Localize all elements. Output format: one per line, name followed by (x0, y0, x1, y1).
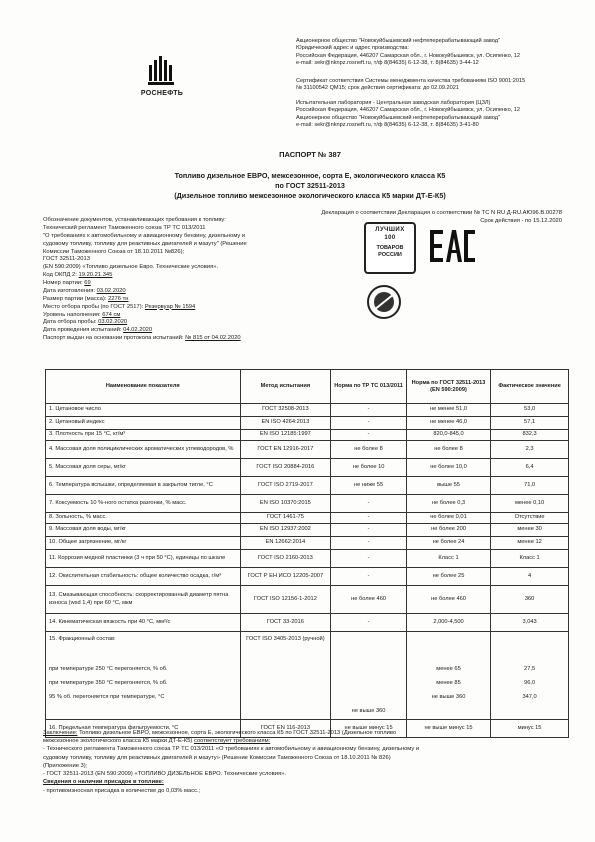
stamp-mid-text: 100 (384, 234, 396, 241)
conclusion-line: (Приложение 3); (43, 762, 88, 769)
norm-gost-cell: не менее 46,0 (406, 417, 490, 430)
cfpp-method-cell: ГОСТ EN 116-2013 (240, 720, 331, 738)
table-row (46, 568, 569, 586)
batch-size (43, 296, 303, 304)
norm-gost-cell: 820,0-845,0 (406, 430, 490, 441)
conclusion-label: Заключение: (43, 730, 78, 736)
column-header: Наименование показателя (46, 370, 241, 404)
declaration-number: Декларация о соответствии Декларация о соответствии № ТС N RU Д-RU.АЮ96.В.00278 (321, 210, 562, 216)
frac-value-cell (491, 632, 569, 720)
method-cell: EN ISO 10370:2015 (240, 495, 331, 513)
frac-actual-value: 27,5 (524, 666, 536, 672)
lab-block (296, 100, 566, 130)
test-label: Дата проведения испытаний: (43, 327, 122, 334)
norm-tr-cell: - (331, 404, 407, 417)
level-value: 674 см (102, 311, 121, 318)
declaration-validity: Срок действия - по 15.12.2020 (480, 218, 562, 225)
title-line-3: (Дизельное топливо межсезонное экологического класса К5 марки ДТ-Е-К5) (174, 190, 446, 200)
norm-gost-cell: Класс 1 (406, 550, 490, 568)
frac-actual-value: 96,0 (524, 680, 536, 686)
conclusion-line: - Технического регламента Таможенного союза ТР ТС 013/2011 «О требованиях к автомобильному и авиационному бензину, дизельному и (43, 746, 420, 753)
stamp-top-text: ЛУЧШИХ (375, 227, 405, 233)
conclusion-line: судовому топливу, топливу для реактивных двигателей и мазуту» (Решение Комиссии Таможенного Союза от 18.10.2011 № 826) (43, 754, 391, 761)
table-row (46, 404, 569, 417)
method-cell: EN 12662:2014 (240, 537, 331, 550)
product-info (43, 217, 303, 343)
parameter-name-cell: 7. Коксуемость 10 %-ного остатка разгонки, % масс. (46, 495, 241, 513)
parameter-name-cell: 6. Температура вспышки, определяемая в закрытом тигле, °С (46, 477, 241, 495)
norm-tr-cell: - (331, 550, 407, 568)
company-contacts: e-mail: sekr@nknpz.rosneft.ru, т/ф 8(84635) 6-12-38, т. 8(84635) 3-44-12 (296, 60, 479, 67)
actual-value-cell: Класс 1 (491, 550, 569, 568)
cfpp-value-cell: минус 15 (491, 720, 569, 738)
method-cell: ГОСТ Р ЕН ИСО 12205-2007 (240, 568, 331, 586)
conclusion-line (43, 737, 563, 745)
frac-gost-cell (406, 632, 490, 720)
issued-basis (43, 335, 303, 343)
parameter-name-cell: 2. Цетановый индекс (46, 417, 241, 430)
manufacture-date (43, 288, 303, 296)
norm-gost-cell: не менее 51,0 (406, 404, 490, 417)
quality-seal-icon (366, 282, 402, 322)
title-line-1: Топливо дизельное ЕВРО, межсезонное, сорта Е, экологического класса К5 (174, 171, 446, 181)
issued-label: Паспорт выдан на основании протокола испытаний: (43, 335, 184, 342)
actual-value-cell: 57,1 (491, 417, 569, 430)
info-line: Технический регламент Таможенного союза ТР ТС 013/2011 (43, 224, 206, 231)
table-row (46, 550, 569, 568)
test-date (43, 327, 303, 335)
fill-level (43, 312, 303, 320)
norm-tr-cell: - (331, 568, 407, 586)
company-logo (132, 55, 192, 99)
norm-gost-cell: не более 460 (406, 586, 490, 614)
column-header: Норма по ГОСТ 32511-2013 (EN 590:2009) (406, 370, 490, 404)
additives-line: - противоизносная присадка в количестве до 0,03% масс.; (43, 787, 201, 794)
table-row (46, 513, 569, 524)
method-cell: ГОСТ 32508-2013 (240, 404, 331, 417)
frac-gost-value: менее 85 (436, 680, 461, 686)
okpd-value: 19.20.21.345 (78, 272, 113, 279)
column-header: Норма по ТР ТС 013/2011 (331, 370, 407, 404)
method-cell: ГОСТ ISO 20884-2016 (240, 459, 331, 477)
lab-line-1: Испытательная лаборатория - Центральная заводская лаборатория (ЦЗЛ) (296, 100, 491, 106)
conclusion-block (43, 729, 563, 795)
document-title (100, 150, 520, 201)
conclusion-text: Топливо дизельное ЕВРО, межсезонное, сорта Е, экологического класса К5 по ГОСТ 32511-2013 (Дизельное топливо (79, 730, 397, 736)
method-cell: ГОСТ ISO 2719-2017 (240, 477, 331, 495)
norm-tr-cell: - (331, 513, 407, 524)
actual-value-cell: 53,0 (491, 404, 569, 417)
norm-tr-cell: - (331, 537, 407, 550)
norm-tr-cell: - (331, 524, 407, 537)
sampling-place (43, 304, 303, 312)
method-cell: ГОСТ EN 12916-2017 (240, 441, 331, 459)
method-cell: ГОСТ 1461-75 (240, 513, 331, 524)
table-row (46, 441, 569, 459)
actual-value-cell: 2,3 (491, 441, 569, 459)
stamp-bottom-text: ТОВАРОВ РОССИИ (376, 245, 404, 258)
test-results-table (45, 369, 569, 738)
certificate-block (296, 78, 566, 93)
actual-value-cell: 4 (491, 568, 569, 586)
certificate-line-1: Сертификат соответствия Системы менеджмента качества требованиям ISO 9001:2015 (296, 78, 526, 84)
frac-name-cell (46, 632, 241, 720)
place-label: Место отбора пробы (по ГОСТ 2517): (43, 303, 144, 310)
norm-tr-cell: - (331, 430, 407, 441)
norm-tr-cell: не более 10 (331, 459, 407, 477)
frac-sub: при температуре 250 °С перегоняется, % об. (49, 666, 168, 672)
actual-value-cell: 832,3 (491, 430, 569, 441)
frac-sub: 95 % об. перегоняется при температуре, °С (49, 694, 165, 700)
parameter-name-cell: 5. Массовая доля серы, мг/кг (46, 459, 241, 477)
frac-title: 15. Фракционный состав: (49, 636, 116, 642)
lab-line-2: Российская Федерация, 446207 Самарская обл., г. Новокуйбышевск, ул. Осипенко, 12 (296, 107, 521, 114)
parameter-name-cell: 14. Кинематическая вязкость при 40 °С, мм²/с (46, 614, 241, 632)
table-header-row (46, 370, 569, 404)
size-label: Размер партии (масса): (43, 295, 107, 302)
lab-line-4: e-mail: sekr@nknpz.rosneft.ru, т/ф 8(84635) 6-12-38, т. 8(84635) 3-41-80 (296, 122, 479, 129)
info-line: Обозначение документов, устанавливающих требования к топливу: (43, 217, 226, 223)
info-line: "О требованиях к автомобильному и авиационному бензину, дизельному и (43, 232, 246, 239)
parameter-name-cell: 13. Смазывающая способность: скорректированный диаметр пятна износа (wsd 1,4) при 60 °С, мкм (46, 586, 241, 614)
company-header (296, 38, 566, 68)
sample-value: 03.02.2020 (98, 319, 128, 326)
rosneft-emblem-icon (147, 55, 177, 89)
norm-gost-cell: не более 25 (406, 568, 490, 586)
actual-value-cell: Отсутствие (491, 513, 569, 524)
table-row (46, 614, 569, 632)
place-value: Резервуар № 1594 (144, 303, 196, 310)
additives-title: Сведения о наличии присадок в топливе: (43, 779, 164, 786)
okpd-code (43, 272, 303, 280)
norm-gost-cell: не более 8 (406, 441, 490, 459)
passport-number: ПАСПОРТ № 387 (279, 150, 341, 159)
method-cell: EN ISO 12185:1997 (240, 430, 331, 441)
title-line-2: по ГОСТ 32511-2013 (275, 181, 345, 191)
actual-value-cell: менее 30 (491, 524, 569, 537)
table-row (46, 417, 569, 430)
info-line: (EN 590:2009) «Топливо дизельное Евро. Технические условия». (43, 264, 219, 271)
certificate-line-2: № 31100542 QM15; срок действия сертификата: до 02.09.2021 (296, 85, 459, 92)
norm-gost-cell: не более 200 (406, 524, 490, 537)
norm-tr-cell: не ниже 55 (331, 477, 407, 495)
sample-label: Дата отбора пробы: (43, 319, 97, 326)
level-label: Уровень наполнения: (43, 311, 101, 318)
cfpp-name-cell: 16. Предельная температура фильтруемости, °С (46, 720, 241, 738)
parameter-name-cell: 11. Коррозия медной пластинки (3 ч при 50 °С), единицы по шкале (46, 550, 241, 568)
company-name: Акционерное общество "Новокуйбышевский нефтеперерабатывающий завод" (296, 38, 501, 44)
method-cell: EN ISO 4264:2013 (240, 417, 331, 430)
table-row (46, 586, 569, 614)
norm-tr-cell: - (331, 614, 407, 632)
norm-gost-cell: 2,000-4,500 (406, 614, 490, 632)
declaration-block (300, 209, 562, 226)
norm-gost-cell: не более 0,3 (406, 495, 490, 513)
batch-value: 69 (84, 280, 91, 286)
test-value: 04.02.2020 (123, 327, 153, 334)
info-line: Комиссии Таможенного Союза от 18.10.2011 №826); (43, 248, 185, 255)
actual-value-cell: 71,0 (491, 477, 569, 495)
table-row (46, 459, 569, 477)
actual-value-cell: 360 (491, 586, 569, 614)
norm-gost-cell: выше 55 (406, 477, 490, 495)
table-row (46, 430, 569, 441)
conclusion-text: межсезонное экологического класса К5 марки ДТ-Е-К5) (43, 738, 193, 745)
method-cell: ГОСТ ISO 2160-2013 (240, 550, 331, 568)
okpd-label: Код ОКПД 2: (43, 272, 77, 279)
table-row (46, 524, 569, 537)
cfpp-tr-cell: не выше минус 15 (331, 720, 407, 738)
table-row (46, 477, 569, 495)
parameter-name-cell: 4. Массовая доля полициклических ароматических углеводородов, % (46, 441, 241, 459)
actual-value-cell: менее 0,10 (491, 495, 569, 513)
table-row (46, 495, 569, 513)
frac-sub: при температуре 350 °С перегоняется, % об. (49, 680, 168, 686)
cfpp-gost-cell: не выше минус 15 (406, 720, 490, 738)
logo-text: РОСНЕФТЬ (140, 90, 184, 97)
norm-gost-cell: не более 10,0 (406, 459, 490, 477)
issued-value: № 815 от 04.02.2020 (185, 335, 241, 342)
parameter-name-cell: 9. Массовая доля воды, мг/кг (46, 524, 241, 537)
frac-gost-value: не выше 360 (431, 694, 466, 700)
method-cell: EN ISO 12937:2002 (240, 524, 331, 537)
frac-actual-value: 347,0 (522, 694, 537, 700)
norm-tr-cell: - (331, 495, 407, 513)
eac-mark-icon (428, 226, 476, 266)
frac-method-cell: ГОСТ ISO 3405-2013 (ручной) (240, 632, 331, 720)
parameter-name-cell: 1. Цетановое число (46, 404, 241, 417)
conclusion-line: - ГОСТ 32511-2013 (EN 590:2009) «ТОПЛИВО ДИЗЕЛЬНОЕ ЕВРО. Технические условия». (43, 771, 286, 778)
conclusion-text: соответствует требованиям: (193, 738, 271, 745)
made-label: Дата изготовления: (43, 287, 95, 294)
parameter-name-cell: 10. Общее загрязнение, мг/кг (46, 537, 241, 550)
info-line: ГОСТ 32511-2013 (43, 256, 90, 263)
parameter-name-cell: 8. Зольность, % масс. (46, 513, 241, 524)
table-row (46, 632, 569, 720)
info-line: судовому топливу, топливу для реактивных двигателей и мазуту" (Решение (43, 240, 247, 247)
norm-tr-cell: - (331, 417, 407, 430)
column-header: Метод испытания (240, 370, 331, 404)
norm-tr-cell: не более 8 (331, 441, 407, 459)
parameter-name-cell: 12. Окислительная стабильность: общее количество осадка, г/м³ (46, 568, 241, 586)
size-value: 2276 тн (108, 295, 129, 302)
method-cell: ГОСТ 33-2016 (240, 614, 331, 632)
method-cell: ГОСТ ISO 12156-1-2012 (240, 586, 331, 614)
lab-line-3: Акционерное общество "Новокуйбышевский нефтеперерабатывающий завод" (296, 114, 501, 121)
table-row (46, 537, 569, 550)
frac-tr-cell: не выше 360 (331, 632, 407, 720)
batch-number (43, 280, 303, 288)
conclusion-line (43, 729, 563, 737)
address-title: Юридический адрес и адрес производства: (296, 45, 409, 52)
actual-value-cell: 3,043 (491, 614, 569, 632)
address-line: Российская Федерация, 446207 Самарская обл., г. Новокуйбышевск, ул. Осипенко, 12 (296, 52, 521, 59)
norm-gost-cell: не более 24 (406, 537, 490, 550)
best-100-products-stamp (364, 222, 416, 274)
actual-value-cell: менее 12 (491, 537, 569, 550)
made-value: 03.02.2020 (96, 287, 126, 294)
column-header: Фактическое значение (491, 370, 569, 404)
norm-gost-cell: не более 0,01 (406, 513, 490, 524)
batch-label: Номер партии: (43, 280, 83, 286)
actual-value-cell: 6,4 (491, 459, 569, 477)
parameter-name-cell: 3. Плотность при 15 °С, кг/м³ (46, 430, 241, 441)
norm-tr-cell: не более 460 (331, 586, 407, 614)
frac-gost-value: менее 65 (436, 666, 461, 672)
